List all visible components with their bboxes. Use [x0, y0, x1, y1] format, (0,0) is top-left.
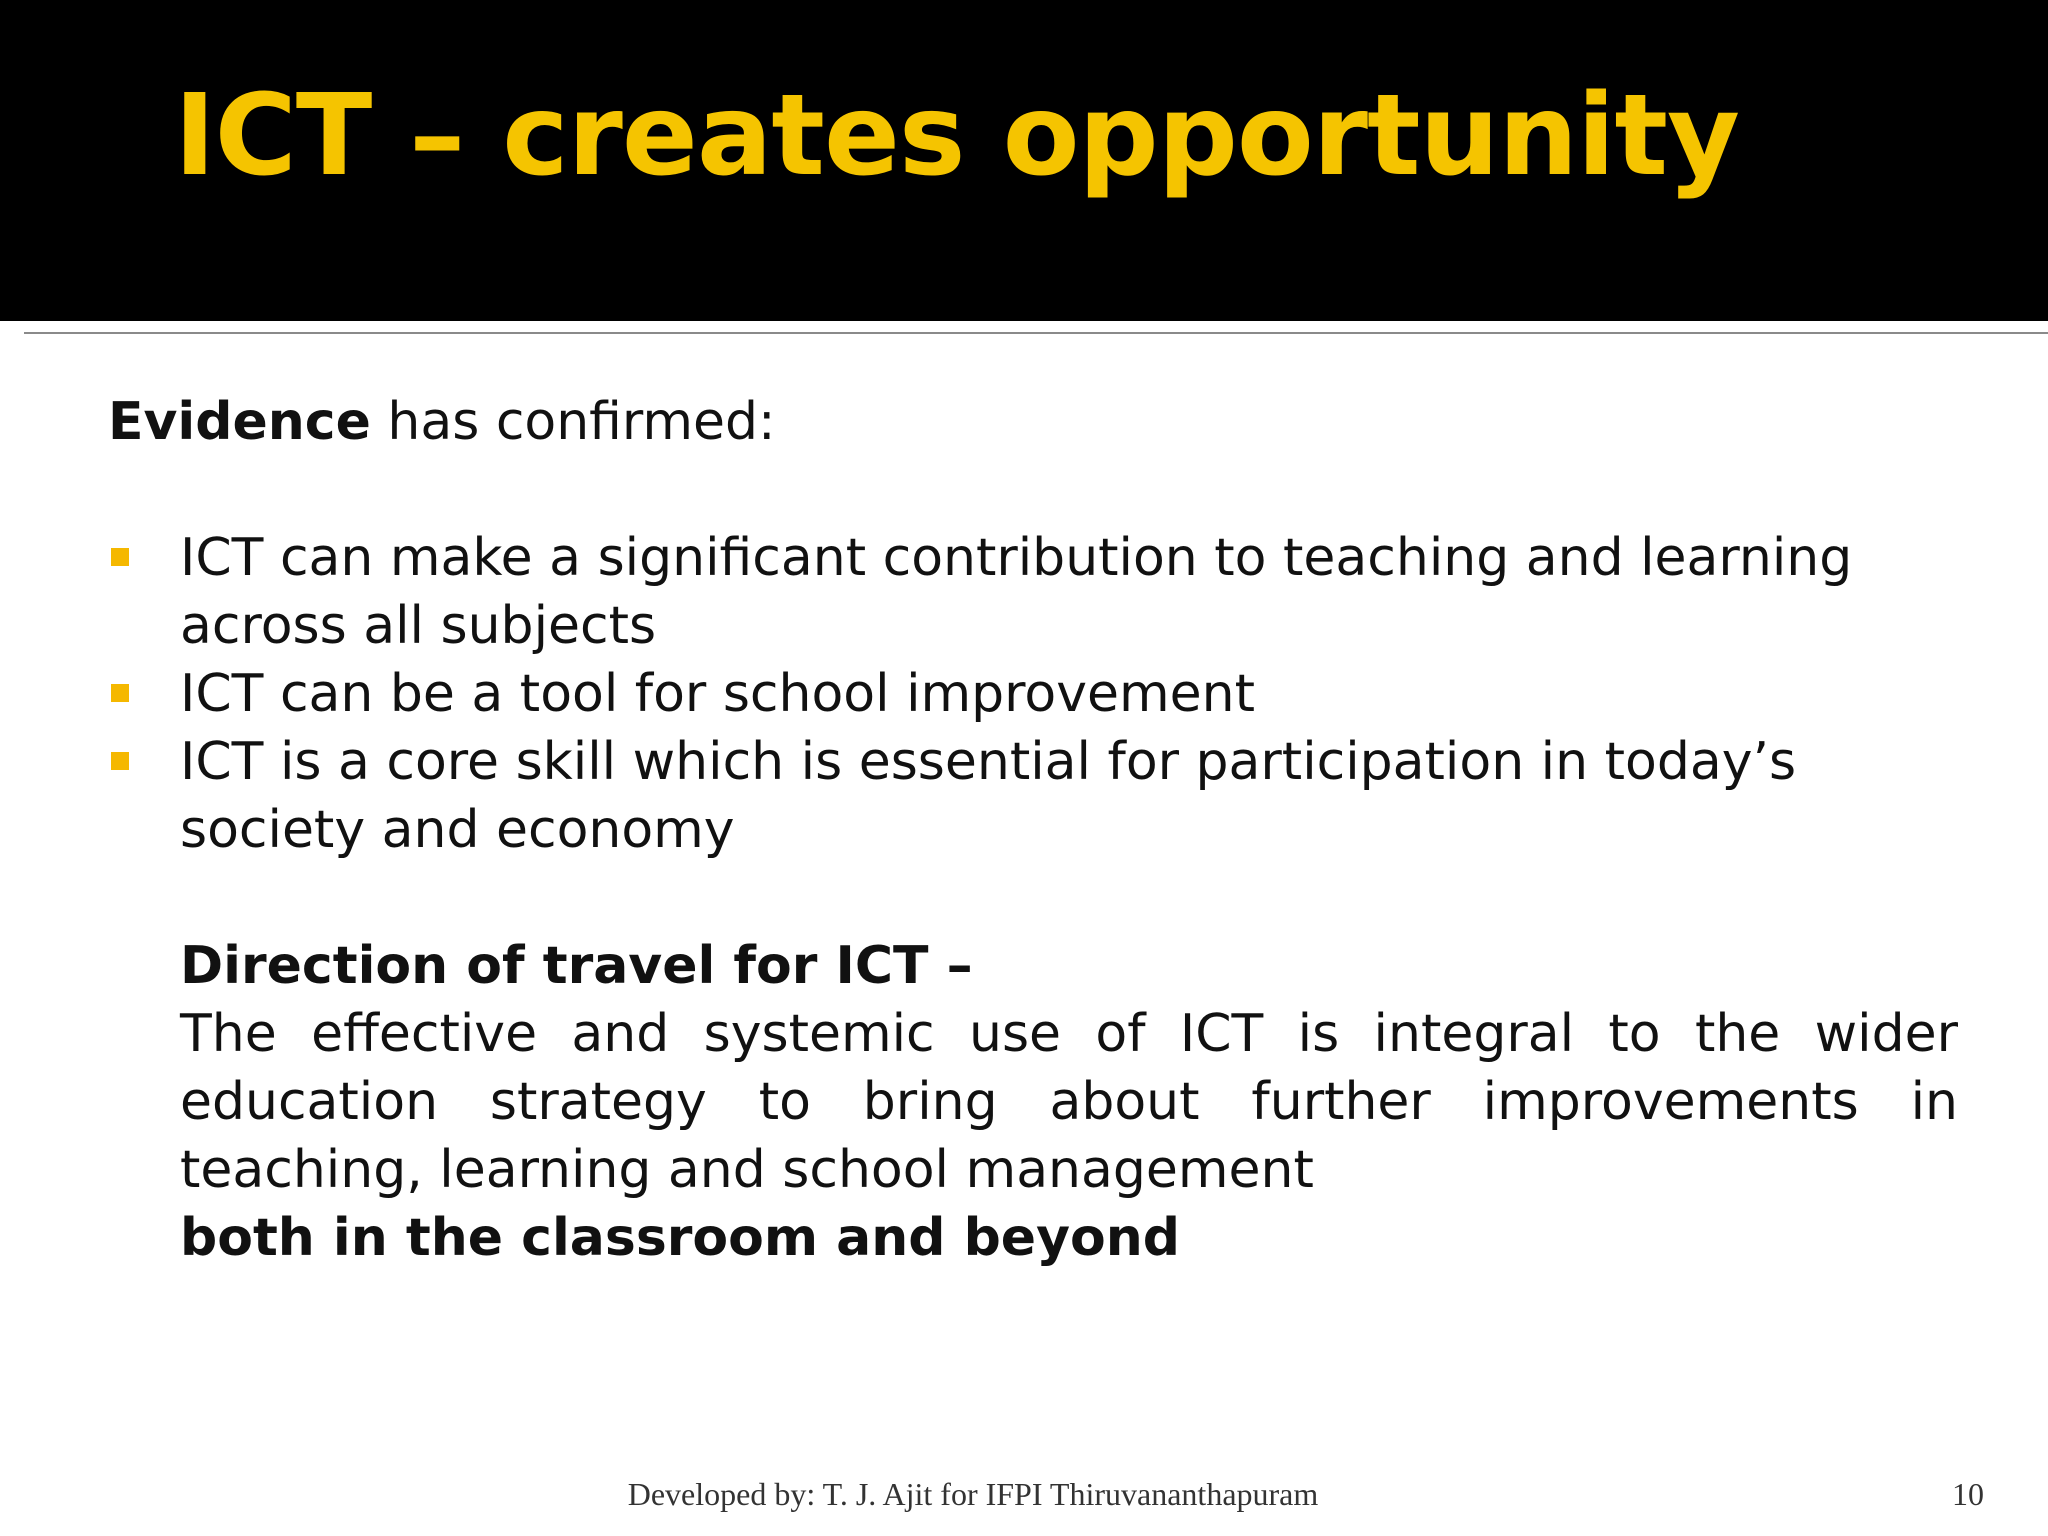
bullet-item [108, 660, 1958, 728]
divider-line [24, 332, 2048, 334]
bullet-text: ICT can be a tool for school improvement [180, 664, 1255, 724]
square-bullet-icon [111, 752, 129, 770]
slide-title: ICT – creates opportunity [174, 71, 1739, 201]
bullet-text: ICT is a core skill which is essential for participation in today’s society and economy [180, 732, 1797, 860]
intro-bold: Evidence [108, 392, 371, 452]
bullet-item [108, 728, 1958, 864]
footer-credit: Developed by: T. J. Ajit for IFPI Thiruvananthapuram [627, 1476, 1319, 1512]
intro-rest: has confirmed: [370, 392, 776, 452]
bullet-item [108, 524, 1958, 660]
title-bar [0, 0, 2048, 321]
direction-section [108, 932, 1958, 1272]
direction-body: The effective and systemic use of ICT is integral to the wider education strategy to bring about further improvements in teaching, learning and school management [180, 1004, 1958, 1200]
square-bullet-icon [111, 684, 129, 702]
direction-closing: both in the classroom and beyond [180, 1208, 1180, 1268]
page-number: 10 [1952, 1476, 1984, 1512]
square-bullet-icon [111, 548, 129, 566]
direction-heading: Direction of travel for ICT – [180, 936, 973, 996]
bullet-text: ICT can make a significant contribution to teaching and learning across all subjects [180, 528, 1853, 656]
intro-line [108, 388, 1958, 456]
bullet-list [108, 524, 1958, 864]
slide-content [108, 388, 1958, 1272]
